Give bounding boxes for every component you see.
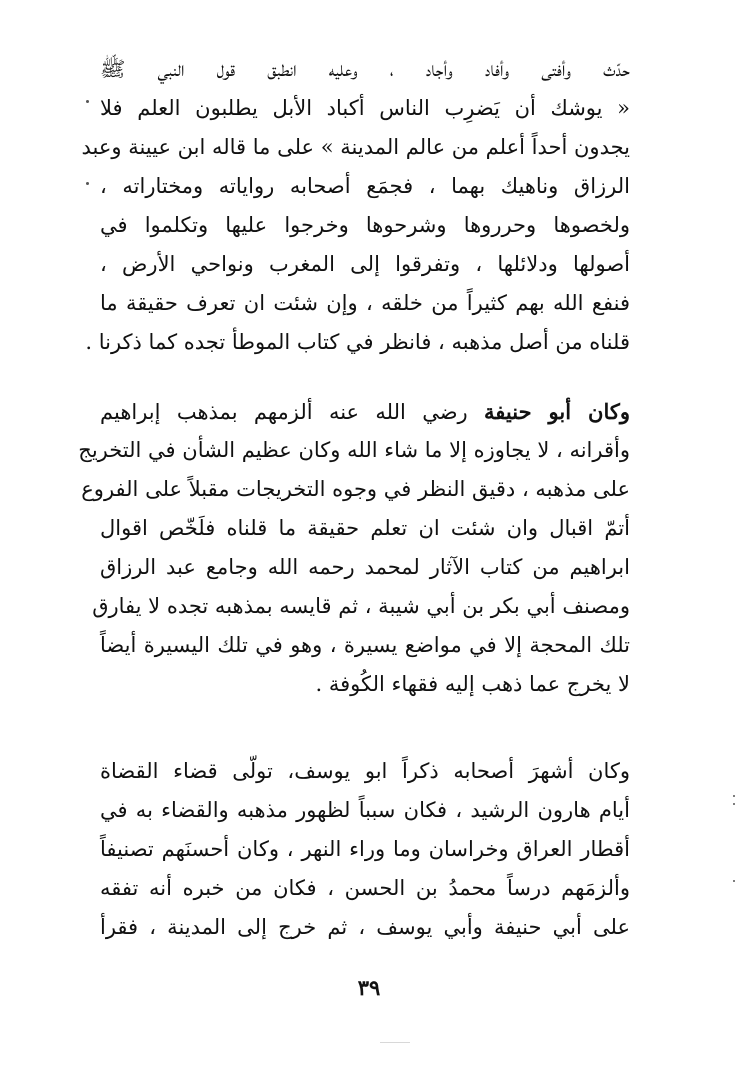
text-span: رضي الله عنه ألزمهم بمذهب إبراهيم (100, 400, 485, 424)
text-line: على مذهبه ، دقيق النظر في وجوه التخريجات مقبلاً على الفروع (81, 477, 630, 501)
text-line: يجدون أحداً أعلم من عالم المدينة » على ما قاله ابن عيينة وعبد (81, 135, 630, 159)
text-line: « يوشك أن يَضرِب الناس أكباد الأبل يطلبون العلم فلا (100, 96, 630, 120)
text-line: ابراهيم من كتاب الآثار لمحمد رحمه الله وجامع عبد الرزاق (100, 555, 630, 579)
emphasized-name: وكان أبو حنيفة (484, 399, 630, 424)
paragraph-2 (78, 392, 630, 704)
text-line: لا يخرج عما ذهب إليه فقهاء الكُوفة . (315, 672, 630, 696)
text-line: أيام هارون الرشيد ، فكان سبباً لظهور مذهبه والقضاء به في (100, 798, 630, 822)
margin-speck (733, 795, 735, 797)
text-line: ومصنف أبي بكر بن أبي شيبة ، ثم قايسه بمذهبه تجده لا يفارق (92, 594, 630, 618)
margin-speck (86, 182, 89, 185)
text-line: وأقرانه ، لا يجاوزه إلا ما شاء الله وكان عظيم الشأن في التخريج (78, 438, 630, 462)
text-line: تلك المحجة إلا في مواضع يسيرة ، وهو في تلك اليسيرة أيضاً (100, 633, 630, 657)
footer-divider (380, 1042, 410, 1043)
margin-speck (86, 100, 89, 103)
text-line: الرزاق وناهيك بهما ، فجمَع أصحابه رواياته ومختاراته ، (100, 174, 630, 198)
text-line: أقطار العراق وخراسان وما وراء النهر ، وكان أحسنَهم تصنيفاً (100, 837, 630, 861)
text-line: فنفع الله بهم كثيراً من خلقه ، وإن شئت ان تعرف حقيقة ما (100, 291, 630, 315)
text-line: أصولها ودلائلها ، وتفرقوا إلى المغرب ونواحي الأرض ، (100, 252, 630, 276)
margin-speck (733, 803, 735, 805)
text-line: وكان أشهرَ أصحابه ذكراً ابو يوسف، تولّى قضاء القضاة (100, 759, 630, 783)
text-line: حدّث وأفتى وأفاد وأجاد ، وعليه انطبق قول النبي ﷺ (100, 57, 630, 81)
text-line: قلناه من أصل مذهبه ، فانظر في كتاب الموطأ تجده كما ذكرنا . (85, 330, 630, 354)
paragraph-1 (81, 50, 630, 362)
page-number: ٣٩ (357, 975, 381, 1000)
margin-speck (733, 880, 735, 882)
text-line: ولخصوها وحرروها وشرحوها وخرجوا عليها وتكلموا في (100, 213, 630, 237)
text-line (100, 392, 630, 431)
text-line: أتمّ اقبال وان شئت ان تعلم حقيقة ما قلناه فلَخّص اقوال (100, 516, 630, 540)
text-line: على أبي حنيفة وأبي يوسف ، ثم خرج إلى المدينة ، فقرأ (100, 915, 630, 939)
text-line: وألزمَهم درساً محمدُ بن الحسن ، فكان من خبره أنه تفقه (100, 876, 630, 900)
paragraph-3 (100, 752, 630, 947)
